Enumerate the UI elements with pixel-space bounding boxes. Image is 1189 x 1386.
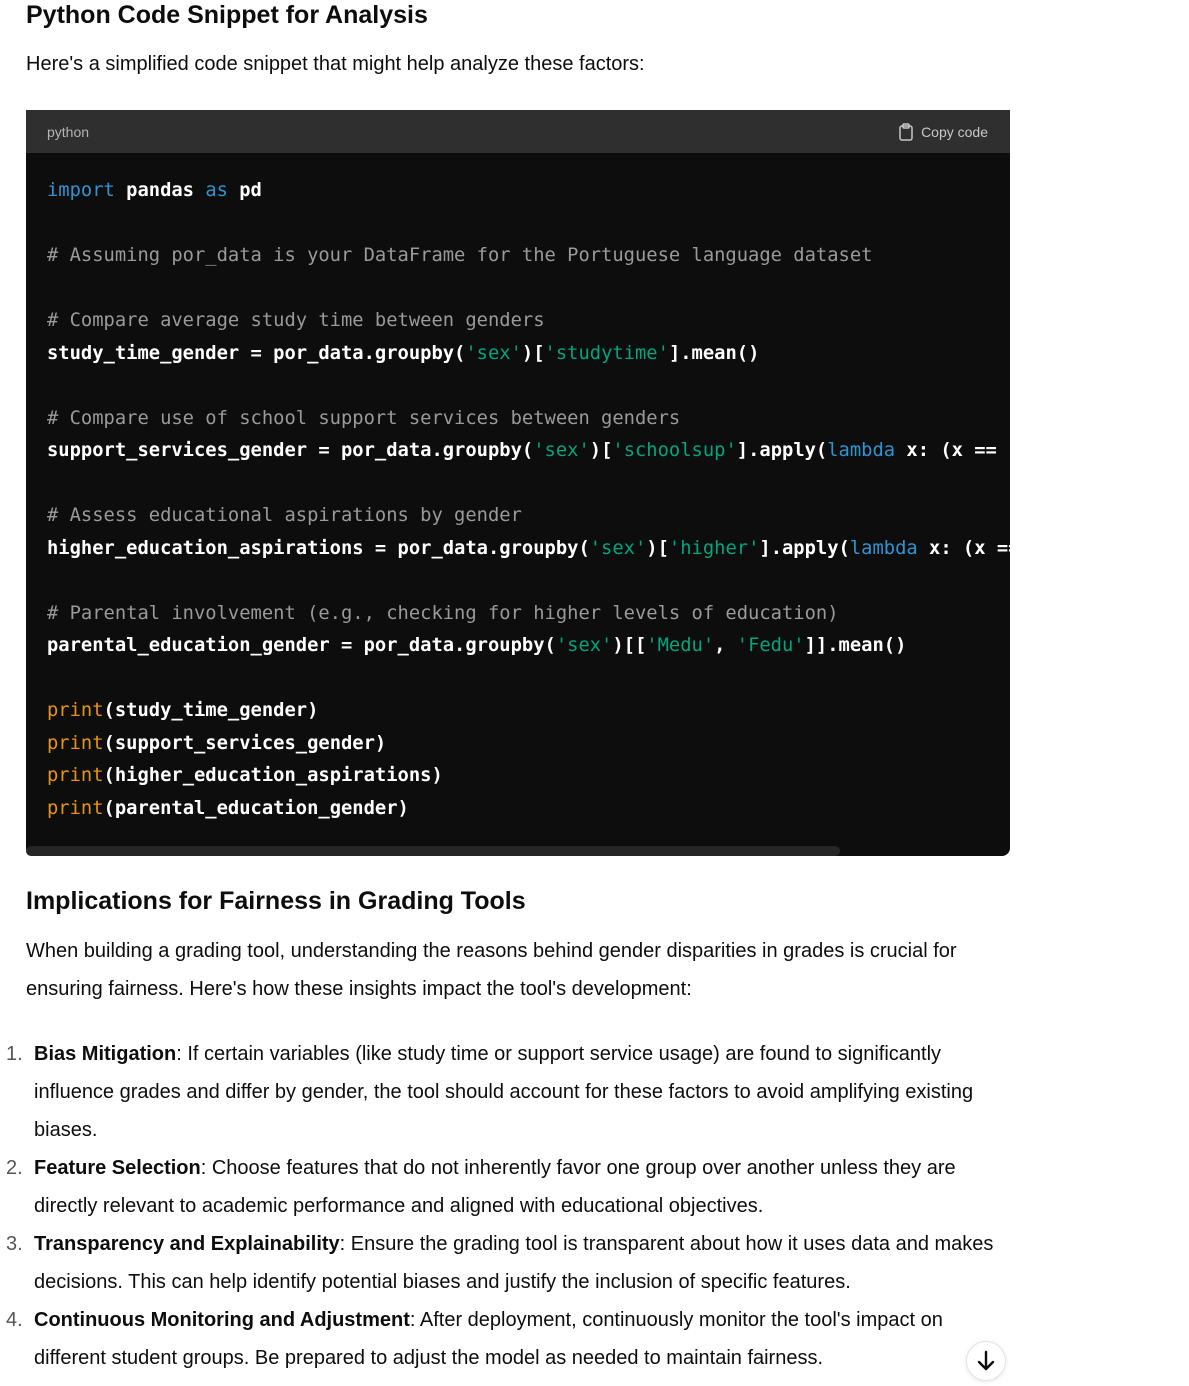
list-item [0,1149,1020,1225]
list-item-text: : Choose features that do not inherently favor one group over another unless they are directly relevant to academic performance and aligned with educational objectives. [34,1157,956,1217]
code-block-header [26,110,1010,153]
list-number: 4. [6,1309,23,1331]
code-text: x: (x == 'yes').mean()) [917,537,1189,559]
code-text: ].apply( [759,537,850,559]
list-item [0,1301,1020,1377]
code-text: (study_time_gender) [103,700,319,721]
code-line [47,208,1010,241]
code-line [47,793,1010,826]
code-line [47,728,1010,761]
code-line [47,175,1010,208]
code-comment: # Assess educational aspirations by gender [47,505,522,526]
code-line [47,630,1010,663]
code-line [47,663,1010,696]
list-item-title: Bias Mitigation [34,1043,177,1065]
list-item [0,1035,1020,1149]
code-builtin: print [47,797,104,819]
code-text: ].apply( [736,440,828,461]
body-paragraph: When building a grading tool, understanding the reasons behind gender disparities in grades is crucial for ensuring fairness. Here's how these insights impact the tool's development: [26,940,957,1000]
code-line [47,598,1010,631]
code-text: )[ [646,537,669,559]
code-text: ].mean() [668,342,760,364]
code-keyword: import [47,180,115,201]
list-number: 2. [6,1157,23,1179]
code-line [47,273,1010,306]
code-text: (higher_education_aspirations) [103,765,443,786]
code-line [47,760,1010,793]
list-item-title: Transparency and Explainability [34,1233,340,1255]
code-text: study_time_gender = por_data.groupby( [47,342,466,364]
code-line [47,338,1010,371]
clipboard-icon [898,123,914,141]
arrow-down-icon [976,1350,996,1372]
code-line [47,533,1189,566]
code-string: 'schoolsup' [612,440,737,461]
copy-code-button[interactable] [898,123,988,141]
code-keyword: as [205,180,228,201]
list-item [0,1225,1020,1301]
code-comment: # Assuming por_data is your DataFrame for the Portuguese language dataset [47,245,873,266]
intro-paragraph: Here's a simplified code snippet that might help analyze these factors: [26,53,645,75]
code-text: support_services_gender = por_data.groupby( [47,440,534,461]
code-line [47,565,1010,598]
code-text: (parental_education_gender) [103,797,409,819]
code-string: 'Fedu' [736,635,805,656]
code-line [47,305,1010,338]
list-item-text: : If certain variables (like study time or support service usage) are found to significantly influence grades and differ by gender, the tool should account for these factors to avoid amplifying existing biases. [34,1043,974,1141]
code-line [47,500,1010,533]
list-item-text: : Ensure the grading tool is transparent about how it uses data and makes decisions. This can help identify potential biases and justify the inclusion of specific features. [34,1233,994,1293]
code-builtin: print [47,765,104,786]
code-string: 'sex' [589,537,647,559]
code-line [47,435,1167,468]
code-content[interactable] [26,153,1189,825]
code-text: higher_education_aspirations = por_data.groupby( [47,537,590,559]
code-keyword: lambda [849,537,918,559]
code-comment: # Compare average study time between genders [47,310,545,331]
section-heading-2: Implications for Fairness in Grading Tools [26,887,526,915]
code-language-label: python [47,123,90,140]
list-item-title: Continuous Monitoring and Adjustment [34,1309,410,1331]
code-line [47,240,1010,273]
code-text: (support_services_gender) [103,732,387,754]
code-line [47,370,1010,403]
code-comment: # Parental involvement (e.g., checking for higher levels of education) [47,602,839,624]
code-text: )[[ [612,635,647,656]
code-keyword: lambda [827,440,896,461]
code-block [26,110,1189,856]
list-number: 1. [6,1043,23,1065]
implications-list [0,1035,1020,1377]
copy-code-label: Copy code [921,123,988,140]
code-text: pd [227,180,262,201]
code-comment: # Compare use of school support services between genders [47,407,681,429]
code-string: 'Medu' [646,635,715,656]
code-string: 'higher' [668,537,760,559]
code-string: 'sex' [465,342,522,364]
code-text: , [714,635,737,656]
list-item-title: Feature Selection [34,1157,201,1179]
section-heading: Python Code Snippet for Analysis [26,1,428,29]
code-line [47,468,1010,501]
code-text: ]].mean() [804,635,907,656]
code-line [47,403,1010,436]
scroll-to-bottom-button[interactable] [966,1341,1006,1381]
list-number: 3. [6,1233,23,1255]
code-text: )[ [521,342,545,364]
code-line [47,695,1010,728]
code-builtin: print [47,732,104,754]
horizontal-scrollbar[interactable] [26,846,840,856]
code-text: parental_education_gender = por_data.groupby( [47,635,556,656]
code-text: x: (x == 'yes').mean()) [895,440,1167,461]
code-string: 'sex' [555,635,613,656]
list-item-text: : After deployment, continuously monitor the tool's impact on different student groups. Be prepared to adjust the model as needed to maintain fairness. [34,1309,943,1369]
code-string: 'sex' [533,440,590,461]
code-text: )[ [589,440,613,461]
code-builtin: print [47,700,104,721]
code-text: pandas [114,180,206,201]
code-string: 'studytime' [544,342,669,364]
